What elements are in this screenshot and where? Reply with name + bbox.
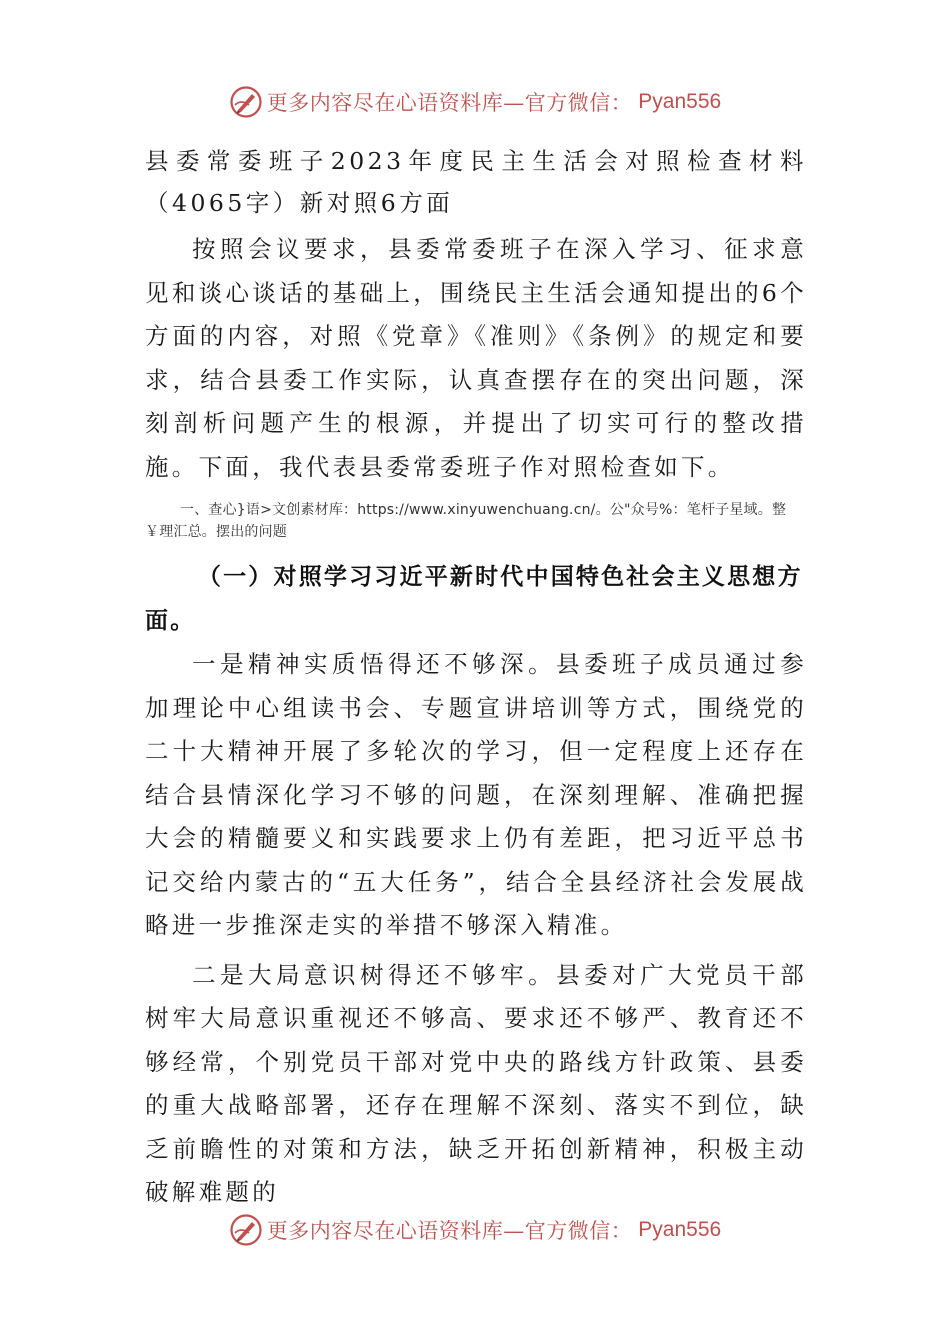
banner-wechat-id: Pyan556 <box>638 90 722 113</box>
section-subheading: （一）对照学习习近平新时代中国特色社会主义思想方面。 <box>145 564 803 634</box>
pen-circle-logo-icon <box>229 85 263 119</box>
banner-text: 更多内容尽在心语资料库—官方微信： <box>266 1219 633 1243</box>
document-title: 县委常委班子2023年度民主生活会对照检查材料（4065字）新对照6方面 <box>145 147 807 217</box>
pen-circle-logo-icon <box>229 1213 263 1247</box>
footer-banner <box>0 1208 950 1252</box>
header-banner <box>0 80 950 124</box>
body-paragraph-1: 一是精神实质悟得还不够深。县委班子成员通过参加理论中心组读书会、专题宣讲培训等方式，围绕党的二十大精神开展了多轮次的学习，但一定程度上还存在结合县情深化学习不够的问题，在深刻理解、准确把握大会的精髓要义和实践要求上仍有差距，把习近平总书记交给内蒙古的“五大任务”，结合全县经济社会发展战略进一步推深走实的举措不够深入精准。 <box>145 650 807 939</box>
banner-wechat-id: Pyan556 <box>638 1218 722 1241</box>
intro-paragraph: 按照会议要求，县委常委班子在深入学习、征求意见和谈心谈话的基础上，围绕民主生活会通知提出的6个方面的内容，对照《党章》《准则》《条例》的规定和要求，结合县委工作实际，认真查摆存在的突出问题，深刻剖析问题产生的根源，并提出了切实可行的整改措施。下面，我代表县委常委班子作对照检查如下。 <box>145 235 807 481</box>
banner-text: 更多内容尽在心语资料库—官方微信： <box>266 91 633 115</box>
body-paragraph-2: 二是大局意识树得还不够牢。县委对广大党员干部树牢大局意识重视还不够高、要求还不够严、教育还不够经常，个别党员干部对党中央的路线方针政策、县委的重大战略部署，还存在理解不深刻、落实不到位，缺乏前瞻性的对策和方法，缺乏开拓创新精神，积极主动破解难题的 <box>145 960 807 1206</box>
document-body <box>145 140 807 1215</box>
section-note: 一、查心}语>文创素材库：https://www.xinyuwenchuang.cn/。公"众号%：笔杆子星域。整￥理汇总。摆出的问题 <box>145 502 787 540</box>
